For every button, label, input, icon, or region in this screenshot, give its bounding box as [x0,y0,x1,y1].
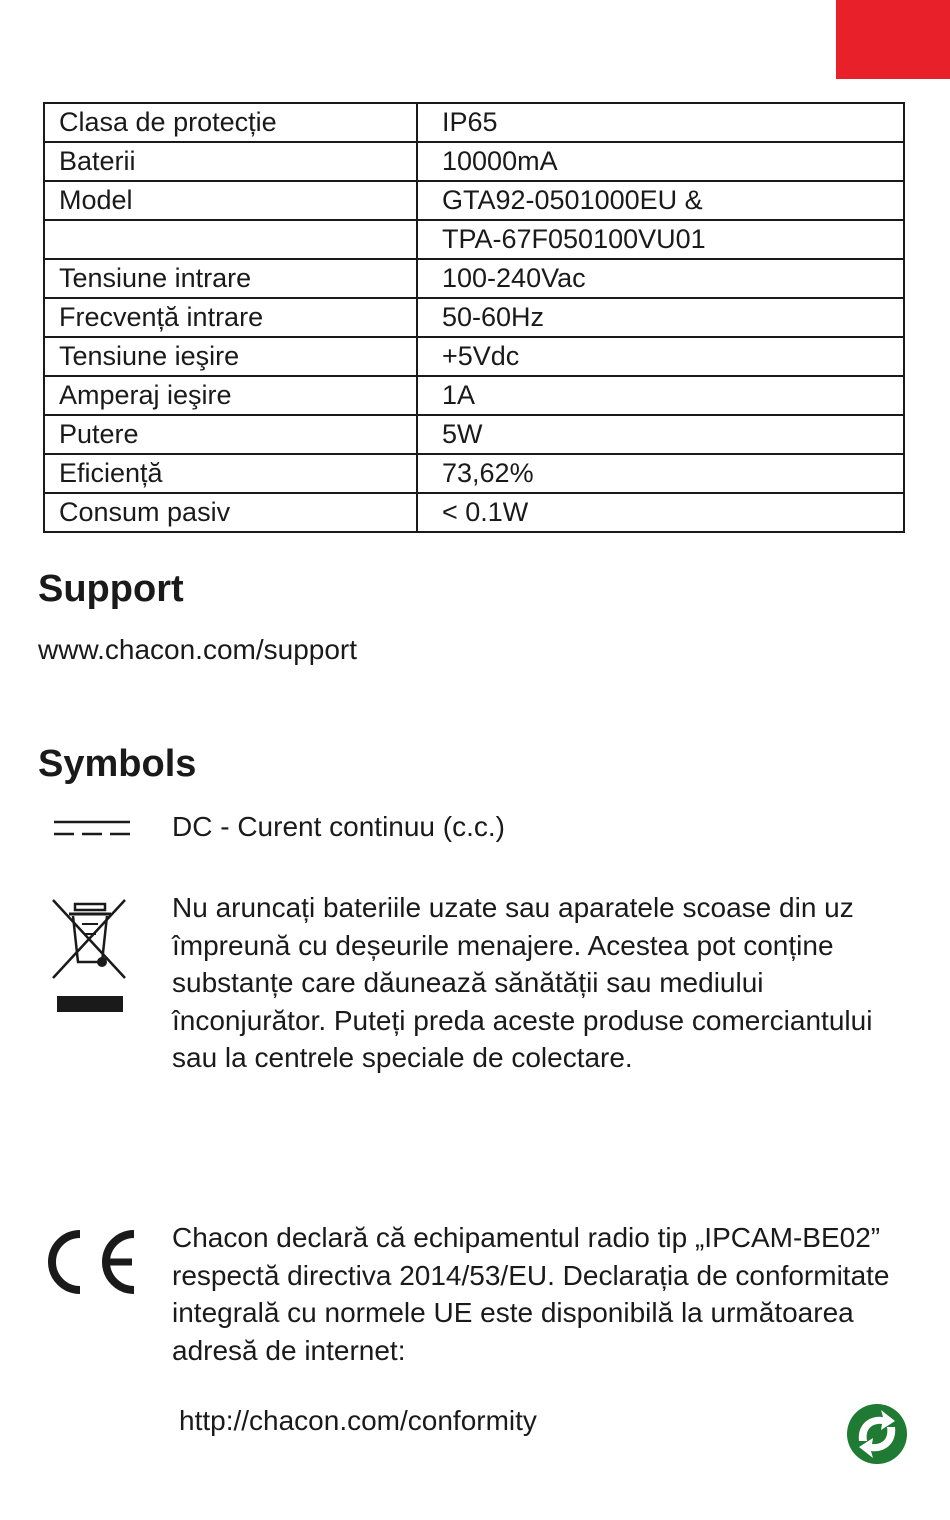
spec-value: 5W [417,415,904,454]
green-dot-recycle-icon [845,1401,909,1467]
ce-mark-icon [42,1228,142,1296]
spec-value: +5Vdc [417,337,904,376]
spec-label: Model [44,181,417,220]
spec-label: Consum pasiv [44,493,417,532]
table-row [44,493,904,532]
weee-description: Nu aruncați bateriile uzate sau aparatele scoase din uz împreună cu deșeurile menajere. Acestea pot conține substanțe care dăunează sănătății sau mediului înconjurător. Puteți preda aceste produse comerciantului sau la centrele speciale de colectare. [172,892,873,1073]
spec-value: < 0.1W [417,493,904,532]
table-row [44,337,904,376]
table-row [44,181,904,220]
spec-label: Tensiune ieşire [44,337,417,376]
table-row [44,415,904,454]
conformity-link[interactable]: http://chacon.com/conformity [179,1405,537,1436]
spec-label [44,220,417,259]
table-row [44,103,904,142]
spec-label: Clasa de protecție [44,103,417,142]
spec-value: 50-60Hz [417,298,904,337]
spec-label: Frecvență intrare [44,298,417,337]
specifications-table [43,102,905,533]
support-link[interactable]: www.chacon.com/support [38,634,358,665]
spec-value: 1A [417,376,904,415]
ce-declaration: Chacon declară că echipamentul radio tip „IPCAM-BE02” respectă directiva 2014/53/EU. Declarația de conformitate integrală cu normele UE este disponibilă la următoarea adresă de internet: [172,1222,890,1366]
spec-value: 100-240Vac [417,259,904,298]
table-row [44,259,904,298]
dc-current-icon [54,818,130,838]
table-row [44,142,904,181]
symbols-heading: Symbols [38,743,197,785]
support-heading: Support [38,568,184,610]
spec-value: 73,62% [417,454,904,493]
spec-label: Eficiență [44,454,417,493]
spec-label: Amperaj ieşire [44,376,417,415]
spec-value: GTA92-0501000EU & [417,181,904,220]
table-row [44,220,904,259]
spec-label: Tensiune intrare [44,259,417,298]
table-row [44,298,904,337]
red-corner-tab [836,0,950,79]
crossed-out-bin-icon [51,896,127,1014]
spec-value: IP65 [417,103,904,142]
spec-value: 10000mA [417,142,904,181]
spec-label: Putere [44,415,417,454]
table-row [44,376,904,415]
spec-value: TPA-67F050100VU01 [417,220,904,259]
table-row [44,454,904,493]
dc-description: DC - Curent continuu (c.c.) [172,811,505,842]
spec-label: Baterii [44,142,417,181]
